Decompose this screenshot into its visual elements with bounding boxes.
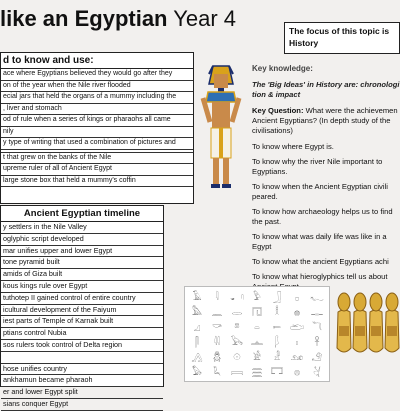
key-knowledge-panel — [252, 64, 400, 297]
vocabulary-row: ecial jars that held the organs of a mummy including the — [1, 92, 193, 104]
hieroglyph-symbol: 𓇯 — [230, 367, 244, 377]
key-question-label: Key Question: — [252, 106, 304, 115]
hieroglyph-symbol: 𓊃 — [310, 307, 324, 317]
vocabulary-row: nily — [1, 127, 193, 139]
vocabulary-row: y type of writing that used a combination of pictures and — [1, 138, 193, 150]
timeline-row: ptians control Nubia — [1, 328, 163, 340]
timeline-row — [1, 352, 163, 364]
learning-objective: To know how archaeology helps us to find the past. — [252, 207, 393, 226]
timeline-row: tuthotep II gained control of entire country — [1, 293, 163, 305]
hieroglyph-symbol: 𓐍 — [293, 307, 301, 317]
title-rest: Year 4 — [167, 6, 237, 31]
learning-objective: To know what was daily life was like in a Egypt — [252, 232, 387, 251]
timeline-row: sians conquer Egypt — [1, 399, 163, 411]
hieroglyph-symbol: 𓂋 — [231, 307, 243, 317]
vocabulary-box — [0, 52, 194, 204]
timeline-heading: Ancient Egyptian timeline — [1, 206, 163, 222]
timeline-row: tone pyramid built — [1, 257, 163, 269]
timeline-row: kous kings rule over Egypt — [1, 281, 163, 293]
canopic-jars-image — [336, 290, 400, 360]
hieroglyph-symbol: 𓂧 — [289, 322, 305, 332]
canopic-jar-icon — [337, 293, 351, 352]
learning-objective: To know where Egypt is. — [252, 142, 334, 151]
hieroglyph-symbol: 𓋔 — [313, 367, 321, 377]
title-bold: like an Egyptian — [0, 6, 168, 31]
hieroglyph-symbol: 𓇳 — [233, 352, 241, 362]
focus-line-1: The focus of this topic is — [289, 26, 390, 36]
pharaoh-figure-image — [200, 62, 242, 190]
key-question — [252, 106, 400, 136]
hieroglyph-symbol: 𓏤 — [296, 337, 298, 347]
vocabulary-row: t that grew on the banks of the Nile — [1, 153, 193, 165]
hieroglyph-symbol: 𓂝 — [230, 292, 244, 302]
learning-objective: To know what the ancient Egyptians achi — [252, 257, 389, 266]
hieroglyph-symbol: 𓆄 — [274, 337, 279, 347]
focus-line-2: History — [289, 38, 319, 48]
vocabulary-row: on of the year when the Nile river flooded — [1, 81, 193, 93]
timeline-row: oglyphic script developed — [1, 234, 163, 246]
hieroglyph-symbol: 𓆓 — [312, 322, 322, 332]
hieroglyph-symbol: 𓈗 — [251, 367, 263, 377]
learning-objective: To know when the Ancient Egyptian civili peared. — [252, 182, 388, 201]
vocabulary-row: od of rule when a series of kings or pharaohs all came — [1, 115, 193, 127]
hieroglyph-symbol: 𓄂 — [311, 352, 323, 362]
canopic-jar-icon — [385, 293, 399, 352]
vocabulary-row: large stone box that held a mummy's coffin — [1, 176, 193, 188]
hieroglyph-symbol: 𓋹 — [314, 337, 320, 347]
hieroglyph-symbol: 𓅱 — [253, 292, 261, 302]
hieroglyph-symbol: 𓈎 — [193, 322, 201, 332]
vocabulary-heading: d to know and use: — [1, 53, 193, 69]
vocabulary-row: upreme ruler of all of Ancient Egypt — [1, 164, 193, 176]
hieroglyph-symbol: 𓅂 — [230, 337, 244, 347]
hieroglyph-symbol: 𓂻 — [191, 352, 203, 362]
key-question-text: What were the achievemen Ancient Egyptians? (In depth study of the civilisations) — [252, 106, 398, 135]
hieroglyph-symbol: 𓎡 — [212, 322, 222, 332]
timeline-row: y settlers in the Nile Valley — [1, 222, 163, 234]
canopic-jar-icon — [353, 293, 367, 352]
hieroglyph-symbol: 𓉐 — [270, 367, 284, 377]
timeline-box — [0, 205, 164, 408]
hieroglyph-symbol: 𓎼 — [234, 322, 240, 332]
hieroglyph-symbol: 𓇌 — [214, 337, 220, 347]
hieroglyph-symbol: 𓋴 — [195, 337, 199, 347]
hieroglyph-symbol: 𓉔 — [251, 307, 263, 317]
page-title — [0, 6, 236, 32]
hieroglyph-symbol: 𓊵 — [250, 337, 264, 347]
focus-box — [284, 22, 400, 54]
hieroglyph-symbol: 𓄿 — [192, 292, 202, 302]
hieroglyph-symbol: 𓊖 — [293, 367, 301, 377]
hieroglyph-symbol: 𓆣 — [212, 352, 222, 362]
hieroglyph-symbol: 𓊪 — [295, 292, 299, 302]
hieroglyph-symbol: 𓁐 — [273, 352, 281, 362]
timeline-row: sos rulers took control of Delta region — [1, 340, 163, 352]
hieroglyph-symbol: 𓀀 — [252, 352, 262, 362]
hieroglyph-alphabet-chart — [184, 286, 330, 382]
timeline-row: icultural development of the Faiyum — [1, 305, 163, 317]
vocabulary-row: , liver and stomach — [1, 104, 193, 116]
hieroglyph-symbol: 𓈖 — [211, 307, 223, 317]
hieroglyph-symbol: 𓃭 — [290, 352, 304, 362]
key-knowledge-heading: Key knowledge: — [252, 64, 313, 73]
timeline-row: hose unifies country — [1, 364, 163, 376]
hieroglyph-symbol: 𓃀 — [272, 292, 282, 302]
vocabulary-row: ace where Egyptians believed they would go after they — [1, 69, 193, 81]
timeline-row: amids of Giza built — [1, 269, 163, 281]
canopic-jar-icon — [369, 293, 383, 352]
timeline-row: ankhamun became pharaoh — [1, 375, 163, 387]
timeline-row: er and lower Egypt split — [1, 387, 163, 399]
hieroglyph-symbol: 𓍿 — [272, 322, 282, 332]
hieroglyph-symbol: 𓆑 — [310, 292, 324, 302]
hieroglyph-symbol: 𓇋 — [215, 292, 219, 302]
hieroglyph-symbol: 𓅃 — [191, 367, 203, 377]
hieroglyph-symbol: 𓅓 — [191, 307, 203, 317]
learning-objective: To know what hieroglyphics tell us about — [252, 272, 388, 281]
hieroglyph-symbol: 𓆗 — [213, 367, 221, 377]
timeline-row: mar unifies upper and lower Egypt — [1, 246, 163, 258]
hieroglyph-symbol: 𓎛 — [275, 307, 279, 317]
big-ideas-text: The 'Big Ideas' in History are: chronologi tion & impact — [252, 80, 400, 99]
learning-objective: To know why the river Nile important to Egyptians. — [252, 157, 383, 176]
hieroglyph-symbol: 𓏏 — [254, 322, 260, 332]
timeline-row: iest parts of Temple of Karnak built — [1, 316, 163, 328]
